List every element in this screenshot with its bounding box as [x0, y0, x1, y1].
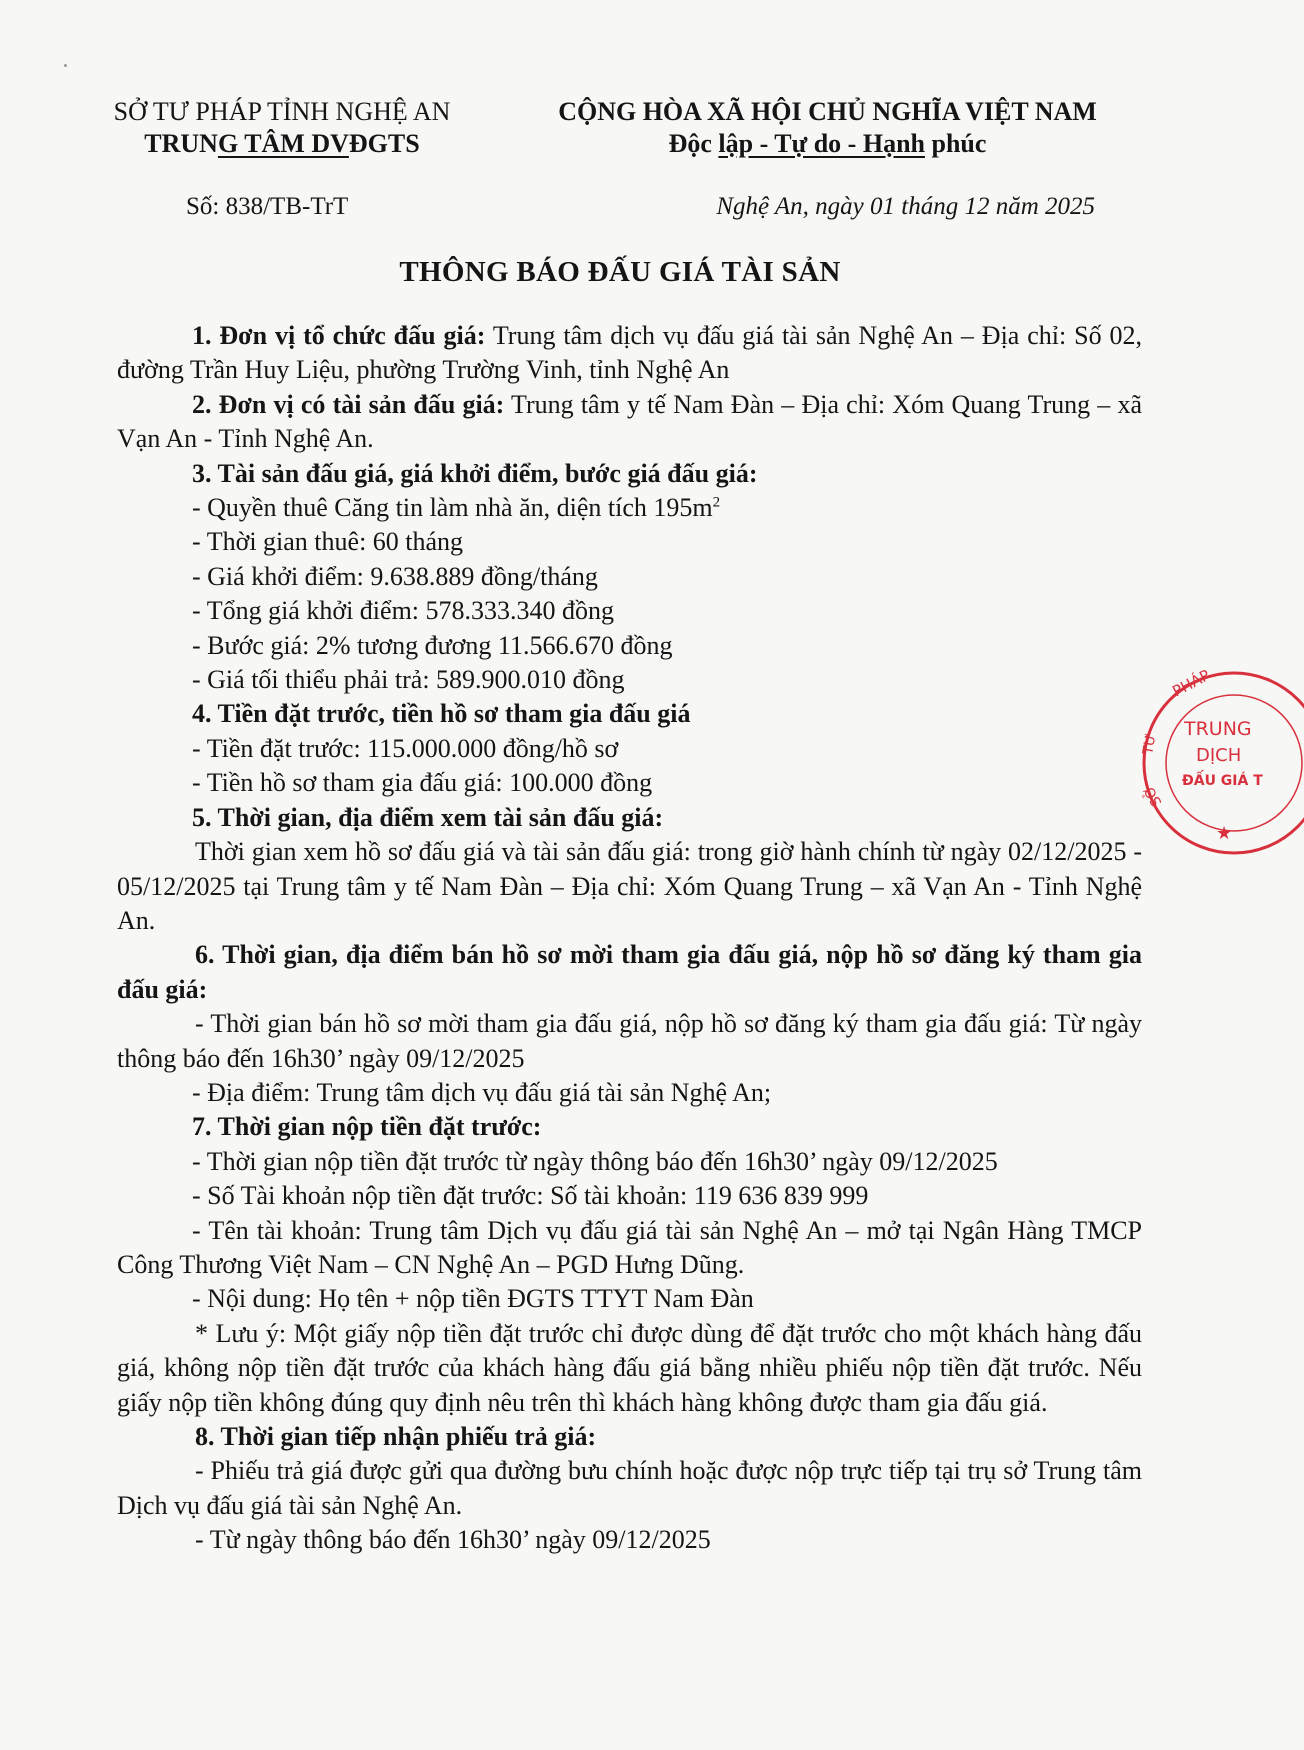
list-item: - Thời gian bán hồ sơ mời tham gia đấu giá, nộp hồ sơ đăng ký tham gia đấu giá: Từ ngày thông báo đến 16h30’ ngày 09/12/2025	[117, 1009, 1142, 1073]
section-5-text: Thời gian xem hồ sơ đấu giá và tài sản đấu giá: trong giờ hành chính từ ngày 02/12/2025 - 05/12/2025 tại Trung tâm y tế Nam Đàn – Địa chỉ: Xóm Quang Trung – xã Vạn An - Tỉnh Nghệ An.	[117, 837, 1142, 935]
section-5-heading: 5. Thời gian, địa điểm xem tài sản đấu giá:	[192, 802, 664, 832]
list-item: - Tiền hồ sơ tham gia đấu giá: 100.000 đồng	[192, 768, 653, 798]
section-8-heading: 8. Thời gian tiếp nhận phiếu trả giá:	[195, 1422, 597, 1451]
list-item: - Số Tài khoản nộp tiền đặt trước: Số tài khoản: 119 636 839 999	[192, 1181, 869, 1211]
country-name: CỘNG HÒA XÃ HỘI CHỦ NGHĨA VIỆT NAM	[558, 97, 1097, 126]
national-header-block	[525, 96, 1130, 160]
list-item: - Tổng giá khởi điểm: 578.333.340 đồng	[192, 596, 615, 626]
stamp-line-3: ĐẤU GIÁ T	[1182, 773, 1263, 789]
list-item: - Tiền đặt trước: 115.000.000 đồng/hồ sơ	[192, 733, 619, 763]
list-item: - Thời gian nộp tiền đặt trước từ ngày thông báo đến 16h30’ ngày 09/12/2025	[192, 1146, 998, 1176]
place-date: Nghệ An, ngày 01 tháng 12 năm 2025	[716, 193, 1095, 220]
list-item: - Bước giá: 2% tương đương 11.566.670 đồng	[192, 630, 673, 660]
star-icon: ★	[1216, 823, 1233, 844]
section-7-heading: 7. Thời gian nộp tiền đặt trước:	[192, 1112, 542, 1142]
document-number: Số: 838/TB-TrT	[186, 193, 349, 220]
document-body	[117, 319, 1142, 1558]
list-item: - Từ ngày thông báo đến 16h30’ ngày 09/12/2025	[195, 1525, 711, 1555]
deposit-note: * Lưu ý: Một giấy nộp tiền đặt trước chỉ được dùng để đặt trước cho một khách hàng đấu giá, không nộp tiền đặt trước của khách hàng đấu giá bằng nhiều phiếu nộp tiền đặt trước. Nếu giấy nộp tiền không đúng quy định nêu trên thì khách hàng không được tham gia đấu giá.	[117, 1318, 1142, 1417]
agency-parent: SỞ TƯ PHÁP TỈNH NGHỆ AN	[113, 97, 451, 126]
list-item: - Tên tài khoản: Trung tâm Dịch vụ đấu giá tài sản Nghệ An – mở tại Ngân Hàng TMCP Công Thương Việt Nam – CN Nghệ An – PGD Hưng Dũng.	[117, 1215, 1142, 1279]
list-item: - Giá khởi điểm: 9.638.889 đồng/tháng	[192, 561, 598, 591]
list-item: - Thời gian thuê: 60 tháng	[192, 527, 464, 557]
list-item: - Nội dung: Họ tên + nộp tiền ĐGTS TTYT Nam Đàn	[192, 1284, 754, 1314]
issuing-agency-block	[92, 96, 472, 160]
list-item: - Phiếu trả giá được gửi qua đường bưu chính hoặc được nộp trực tiếp tại trụ sở Trung tâm Dịch vụ đấu giá tài sản Nghệ An.	[117, 1456, 1142, 1520]
list-item: - Địa điểm: Trung tâm dịch vụ đấu giá tài sản Nghệ An;	[192, 1077, 772, 1107]
list-item: - Quyền thuê Căng tin làm nhà ăn, diện tích $195m^2$	[192, 493, 721, 523]
national-motto: Độc lập - Tự do - Hạnh phúc	[668, 129, 987, 158]
stamp-line-1: TRUNG	[1184, 718, 1252, 740]
section-1: 1. Đơn vị tổ chức đấu giá: Trung tâm dịch vụ đấu giá tài sản Nghệ An – Địa chỉ: Số 02, đường Trần Huy Liệu, phường Trường Vinh, tỉnh Nghệ An	[117, 321, 1142, 385]
stamp-text-top: PHÁP	[1169, 666, 1213, 701]
scan-speck	[64, 64, 67, 67]
stamp-text-left: TƯ	[1140, 732, 1160, 756]
section-2: 2. Đơn vị có tài sản đấu giá: Trung tâm y tế Nam Đàn – Địa chỉ: Xóm Quang Trung – xã Vạn An - Tỉnh Nghệ An.	[117, 389, 1142, 454]
stamp-line-2: DỊCH	[1196, 745, 1242, 766]
official-stamp	[1134, 663, 1304, 863]
list-item: - Giá tối thiểu phải trả: 589.900.010 đồng	[192, 665, 625, 695]
section-6-heading: 6. Thời gian, địa điểm bán hồ sơ mời tham gia đấu giá, nộp hồ sơ đăng ký tham gia đấu giá:	[117, 940, 1142, 1004]
document-title: THÔNG BÁO ĐẤU GIÁ TÀI SẢN	[399, 256, 841, 288]
agency-name: TRUNG TÂM DVĐGTS	[144, 129, 420, 158]
section-3-heading: 3. Tài sản đấu giá, giá khởi điểm, bước giá đấu giá:	[192, 458, 758, 488]
stamp-text-bottom: SỞ	[1140, 782, 1166, 809]
section-4-heading: 4. Tiền đặt trước, tiền hồ sơ tham gia đấu giá	[192, 699, 691, 729]
